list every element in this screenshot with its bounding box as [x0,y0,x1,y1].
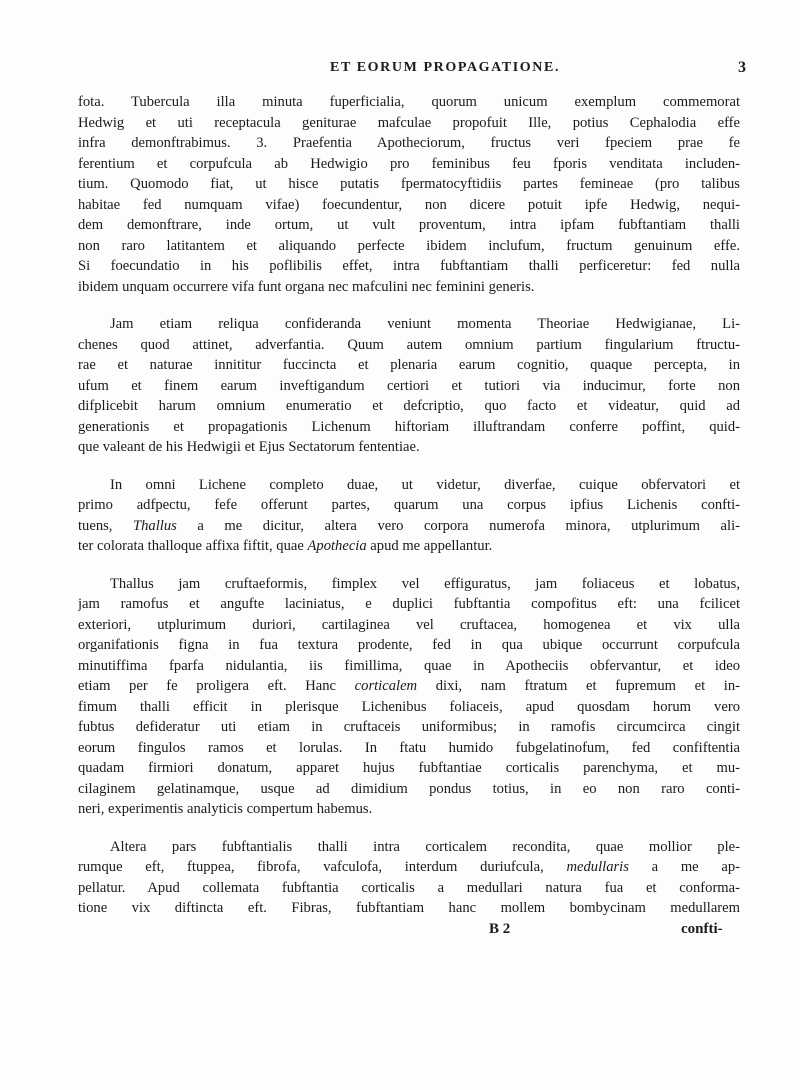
text-line: tium. Quomodo fiat, ut hisce putatis fpermatocyftidiis partes femineae (pro talibus [78,176,740,192]
text-line: In omni Lichene completo duae, ut videtur, diverfae, cuique obfervatori et [110,476,740,493]
text-line: exteriori, utplurimum duriori, cartilaginea vel cruftacea, homogenea et vix ulla [78,616,740,633]
paragraph-1 [78,92,740,297]
text-line: ibidem unquam occurrere vifa funt organa nec mafculini nec feminini generis. [78,278,535,295]
text-line: difplicebit harum omnium enumeratio et defcriptio, quo facto et videatur, quid ad [78,398,740,414]
text-line: fota. Tubercula illa minuta fuperficialia, quorum unicum exemplum commemorat [78,94,740,110]
text-line: tuens, Thallus a me dicitur, altera vero corpora numerofa minora, utplurimum ali- [78,517,740,534]
paragraph-5 [78,837,740,919]
text-line: que valeant de his Hedwigii et Ejus Sectatorum fententiae. [78,439,420,455]
text-line: rumque eft, ftuppea, fibrofa, vafculofa, interdum duriufcula, medullaris a me ap- [78,859,740,875]
italic-term: Apothecia [307,538,367,554]
text-line: chenes quod attinet, adverfantia. Quum autem omnium partium fingularium ftructu- [78,336,740,353]
text-line: cilaginem gelatinamque, usque ad dimidium pondus totius, in eo non raro conti- [78,780,740,797]
body-text [78,92,740,939]
paragraph-3 [78,475,740,557]
page-number: 3 [738,59,746,76]
text-line: jam ramofus et angufte laciniatus, e duplici fubftantia compofitus eft: una fcilicet [78,596,740,612]
text-line: neri, experimentis analyticis compertum habemus. [78,801,373,817]
text-line: organifationis figna in fua textura prodente, fed in qua ubique occurrunt corpufcula [78,637,740,653]
text-line: ter colorata thalloque affixa fiftit, quae Apothecia apud me appellantur. [78,538,493,554]
text-line: Altera pars fubftantialis thalli intra corticalem recondita, quae mollior ple- [110,838,740,855]
text-line: dem demonftrare, inde ortum, ut vult proventum, intra ipfam fubftantiam thalli [78,217,740,233]
text-line: habitae fed numquam vifae) foecundentur, non dicere potuit ipfe Hedwig, nequi- [78,196,740,213]
text-line: eorum fingulos ramos et lorulas. In ftatu humido fubgelatinofum, fed confiftentia [78,739,740,756]
text-line: quadam firmiori donatum, apparet hujus fubftantiae corticalis parenchyma, et mu- [78,760,740,776]
running-title: ET EORUM PROPAGATIONE. [330,60,561,75]
paragraph-4 [78,574,740,820]
paragraph-2 [78,314,740,458]
signature-mark: B 2 [489,920,511,937]
text-line: Hedwig et uti receptacula geniturae mafculae propofuit Ille, potius Cephalodia effe [78,114,740,131]
italic-term: Thallus [133,517,177,534]
italic-term: corticalem [354,678,418,694]
text-line: Jam etiam reliqua confideranda veniunt momenta Theoriae Hedwigianae, Li- [110,316,740,332]
text-line: fubtus defideratur uti etiam in cruftaceis uniformibus; in ramofis circumcirca cingit [78,719,740,735]
text-line: pellatur. Apud collemata fubftantia corticalis a medullari natura fua et conforma- [78,879,740,896]
text-line: minutiffima fparfa nidulantia, iis fimillima, quae in Apotheciis obfervantur, et ideo [78,657,740,674]
page-footer [78,919,740,939]
text-line: primo adfpectu, fefe offerunt partes, quarum una corpus ipfius Lichenis confti- [78,497,740,513]
text-line: Si foecundatio in his poflibilis effet, intra fubftantiam thalli perficeretur: fed nulla [78,258,740,274]
text-line: tione vix diftincta eft. Fibras, fubftantiam hanc mollem bombycinam medullarem [78,900,740,916]
text-line: infra demonftrabimus. 3. Praefentia Apotheciorum, fructus veri fpeciem prae fe [78,135,740,151]
text-line: generationis et propagationis Lichenum hiftoriam illuftrandam conferre poffint, quid- [78,418,740,435]
text-line: ufum et finem earum inveftigandum certiori et tutiori via inducimur, forte non [78,377,740,394]
running-head [0,60,800,80]
italic-term: medullaris [566,859,629,875]
catchword: confti- [681,920,723,937]
text-line: etiam per fe proligera eft. Hanc corticalem dixi, nam ftratum et fupremum et in- [78,678,740,694]
text-line: non raro latitantem et aliquando perfecte ibidem inclufum, fructum genuinum effe. [78,237,740,254]
text-line: ferentium et corpufcula ab Hedwigio pro feminibus feu fporis venditata includen- [78,155,740,172]
text-line: Thallus jam cruftaeformis, fimplex vel effiguratus, jam foliaceus et lobatus, [110,575,740,592]
text-line: rae et naturae innititur fuccincta et plenaria earum cognitio, quaque percepta, in [78,357,740,373]
text-line: fimum thalli efficit in plerisque Lichenibus foliaceis, apud quosdam horum vero [78,698,740,715]
